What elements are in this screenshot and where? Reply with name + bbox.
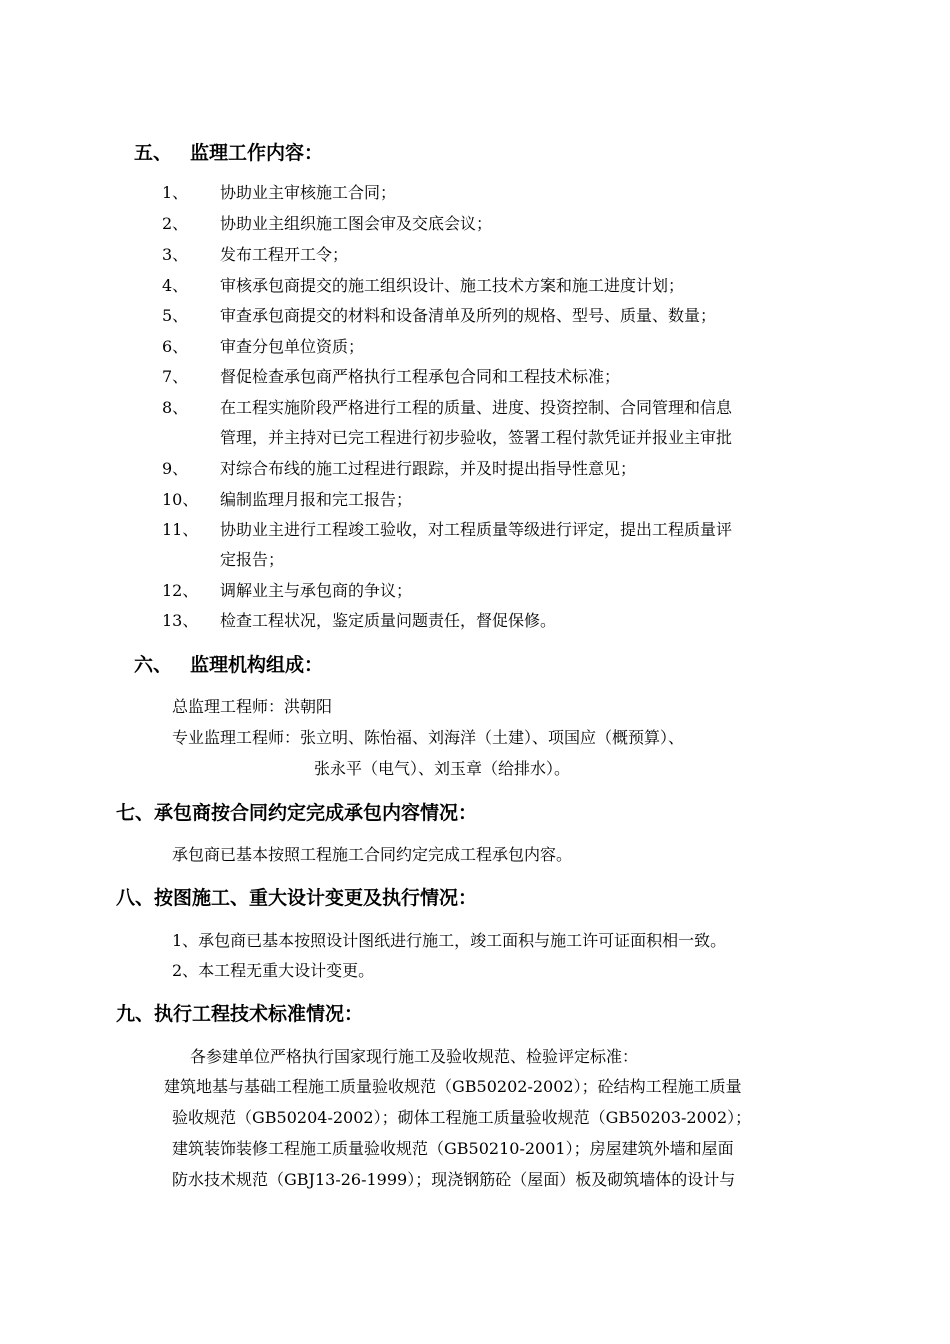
list-item-number: 4、 (162, 276, 189, 295)
list-item-text: 调解业主与承包商的争议； (220, 581, 413, 600)
section6-heading-title: 监理机构组成： (190, 654, 324, 676)
list-item-text-continued: 定报告； (220, 550, 285, 569)
section9-heading: 九、执行工程技术标准情况： (116, 1003, 364, 1025)
chief-supervisor-line: 总监理工程师：洪朝阳 (172, 697, 333, 716)
list-item-text: 协助业主审核施工合同； (220, 183, 397, 202)
list-item-text-continued: 管理，并主持对已完工程进行初步验收，签署工程付款凭证并报业主审批 (220, 428, 733, 447)
specialist-supervisors-line-continued: 张永平（电气）、刘玉章（给排水）。 (314, 759, 571, 778)
list-item-text: 对综合布线的施工过程进行跟踪，并及时提出指导性意见； (220, 459, 637, 478)
list-item-number: 7、 (162, 367, 189, 386)
list-item-number: 3、 (162, 245, 189, 264)
list-item-text: 审核承包商提交的施工组织设计、施工技术方案和施工进度计划； (220, 276, 685, 295)
section9-paragraph-line: 建筑装饰装修工程施工质量验收规范（GB50210-2001）；房屋建筑外墙和屋面 (172, 1139, 734, 1158)
section7-paragraph: 承包商已基本按照工程施工合同约定完成工程承包内容。 (172, 845, 573, 864)
list-item-number: 8、 (162, 398, 189, 417)
list-item-text: 检查工程状况，鉴定质量问题责任，督促保修。 (220, 611, 557, 630)
section7-heading: 七、承包商按合同约定完成承包内容情况： (116, 802, 478, 824)
specialist-supervisors-line: 专业监理工程师：张立明、陈怡福、刘海洋（土建）、项国应（概预算）、 (172, 728, 685, 747)
list-item-text: 编制监理月报和完工报告； (220, 490, 413, 509)
list-item-number: 10、 (162, 490, 199, 509)
list-item-text: 审查承包商提交的材料和设备清单及所列的规格、型号、质量、数量； (220, 306, 717, 325)
list-item-number: 6、 (162, 337, 189, 356)
section5-heading-number: 五、 (134, 142, 173, 164)
section5-heading-title: 监理工作内容： (190, 142, 324, 164)
section9-paragraph-line: 防水技术规范（GBJ13-26-1999）；现浇钢筋砼（屋面）板及砌筑墙体的设计与 (172, 1170, 736, 1189)
list-item-text: 协助业主组织施工图会审及交底会议； (220, 214, 493, 233)
section8-heading: 八、按图施工、重大设计变更及执行情况： (116, 887, 478, 909)
section9-intro: 各参建单位严格执行国家现行施工及验收规范、检验评定标准： (190, 1047, 639, 1066)
list-item-number: 1、 (162, 183, 189, 202)
list-item-number: 13、 (162, 611, 199, 630)
list-item-number: 2、 (162, 214, 189, 233)
list-item-number: 11、 (162, 520, 199, 539)
list-item-text: 发布工程开工令； (220, 245, 349, 264)
section6-heading-number: 六、 (134, 654, 173, 676)
section9-paragraph-line: 验收规范（GB50204-2002）；砌体工程施工质量验收规范（GB50203-2002）； (172, 1108, 752, 1127)
section8-item-1: 1、承包商已基本按照设计图纸进行施工，竣工面积与施工许可证面积相一致。 (172, 931, 727, 950)
section9-paragraph-line: 建筑地基与基础工程施工质量验收规范（GB50202-2002）；砼结构工程施工质量 (164, 1077, 742, 1096)
list-item-text: 协助业主进行工程竣工验收，对工程质量等级进行评定，提出工程质量评 (220, 520, 733, 539)
list-item-number: 9、 (162, 459, 189, 478)
section8-item-2: 2、本工程无重大设计变更。 (172, 961, 375, 980)
list-item-number: 12、 (162, 581, 199, 600)
list-item-text: 在工程实施阶段严格进行工程的质量、进度、投资控制、合同管理和信息 (220, 398, 733, 417)
list-item-text: 督促检查承包商严格执行工程承包合同和工程技术标准； (220, 367, 621, 386)
list-item-text: 审查分包单位资质； (220, 337, 365, 356)
list-item-number: 5、 (162, 306, 189, 325)
